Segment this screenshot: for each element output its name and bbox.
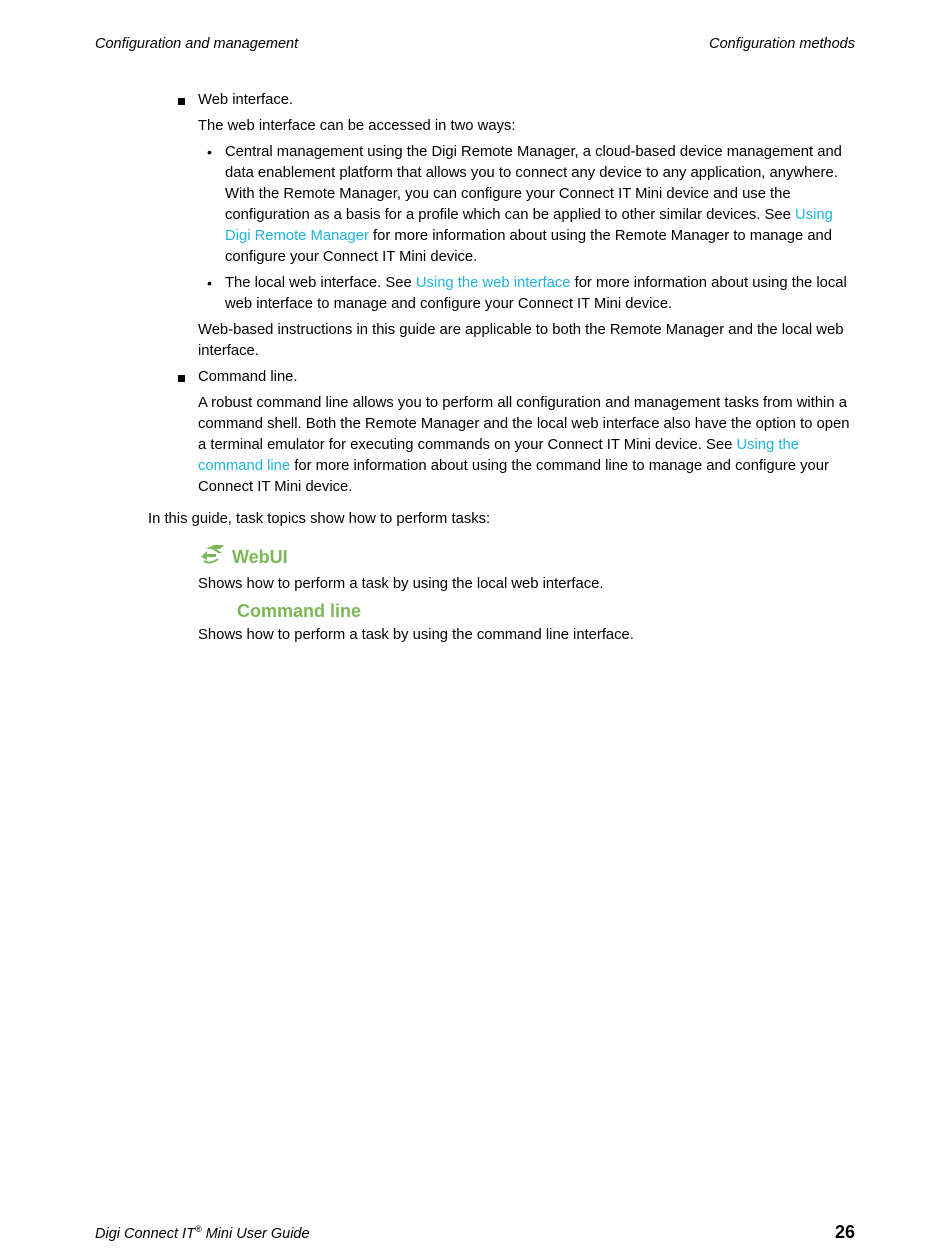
remote-manager-text-a: Central management using the Digi Remote Manager, a cloud-based device management and data enablement platform that allows you to connect any device to any application, anywhere. With the Remote Manager, you can configure your Connect IT Mini device and use the configuration as a basis for a profile which can be applied to other similar devices. See bbox=[225, 144, 842, 223]
command-line-para bbox=[0, 393, 950, 498]
list-item-command-line bbox=[0, 367, 950, 388]
link-using-web-interface[interactable]: Using the web interface bbox=[415, 275, 571, 291]
cli-text-a: A robust command line allows you to perform all configuration and management tasks from within a command shell. Both the Remote Manager and the local web interface also have the option to open a terminal emulator for executing commands on your Connect IT Mini device. See bbox=[198, 395, 850, 453]
web-interface-heading: Web interface. bbox=[198, 92, 294, 108]
webui-desc: Shows how to perform a task by using the local web interface. bbox=[198, 576, 604, 592]
square-bullet-icon bbox=[178, 375, 185, 382]
list-item-web-interface bbox=[0, 90, 950, 111]
square-bullet-icon bbox=[178, 98, 185, 105]
link-using-command-line[interactable]: Using the command line bbox=[198, 437, 799, 474]
command-line-label: Command line bbox=[237, 601, 362, 621]
dot-bullet-icon: • bbox=[207, 144, 212, 160]
command-line-heading: Command line. bbox=[198, 369, 298, 385]
command-line-desc: Shows how to perform a task by using the command line interface. bbox=[198, 627, 634, 643]
web-note: Web-based instructions in this guide are applicable to both the Remote Manager and the local web interface. bbox=[198, 322, 844, 359]
page-content bbox=[0, 90, 950, 646]
local-web-text-a: The local web interface. See bbox=[225, 275, 416, 291]
web-intro: The web interface can be accessed in two ways: bbox=[198, 118, 516, 134]
footer-title: Digi Connect IT® Mini User Guide bbox=[95, 1224, 310, 1242]
webui-icon bbox=[198, 543, 226, 572]
webui-label: WebUI bbox=[232, 547, 288, 567]
task-command-line-heading bbox=[0, 601, 950, 622]
page-number: 26 bbox=[834, 1222, 855, 1242]
link-using-digi-remote-manager[interactable]: Using Digi Remote Manager bbox=[225, 207, 833, 244]
list-item-remote-manager bbox=[0, 142, 950, 268]
list-item-local-web bbox=[0, 273, 950, 315]
local-web-text-b: for more information about using the local web interface to manage and configure your Connect IT Mini device. bbox=[225, 275, 847, 312]
remote-manager-text-b: for more information about using the Remote Manager to manage and configure your Connect IT Mini device. bbox=[225, 228, 833, 265]
task-webui-heading bbox=[0, 543, 950, 572]
header-left: Configuration and management bbox=[95, 36, 299, 52]
header-right: Configuration methods bbox=[709, 36, 855, 52]
task-intro: In this guide, task topics show how to perform tasks: bbox=[148, 511, 491, 527]
cli-text-b: for more information about using the command line to manage and configure your Connect IT Mini device. bbox=[198, 458, 829, 495]
dot-bullet-icon: • bbox=[207, 275, 212, 291]
